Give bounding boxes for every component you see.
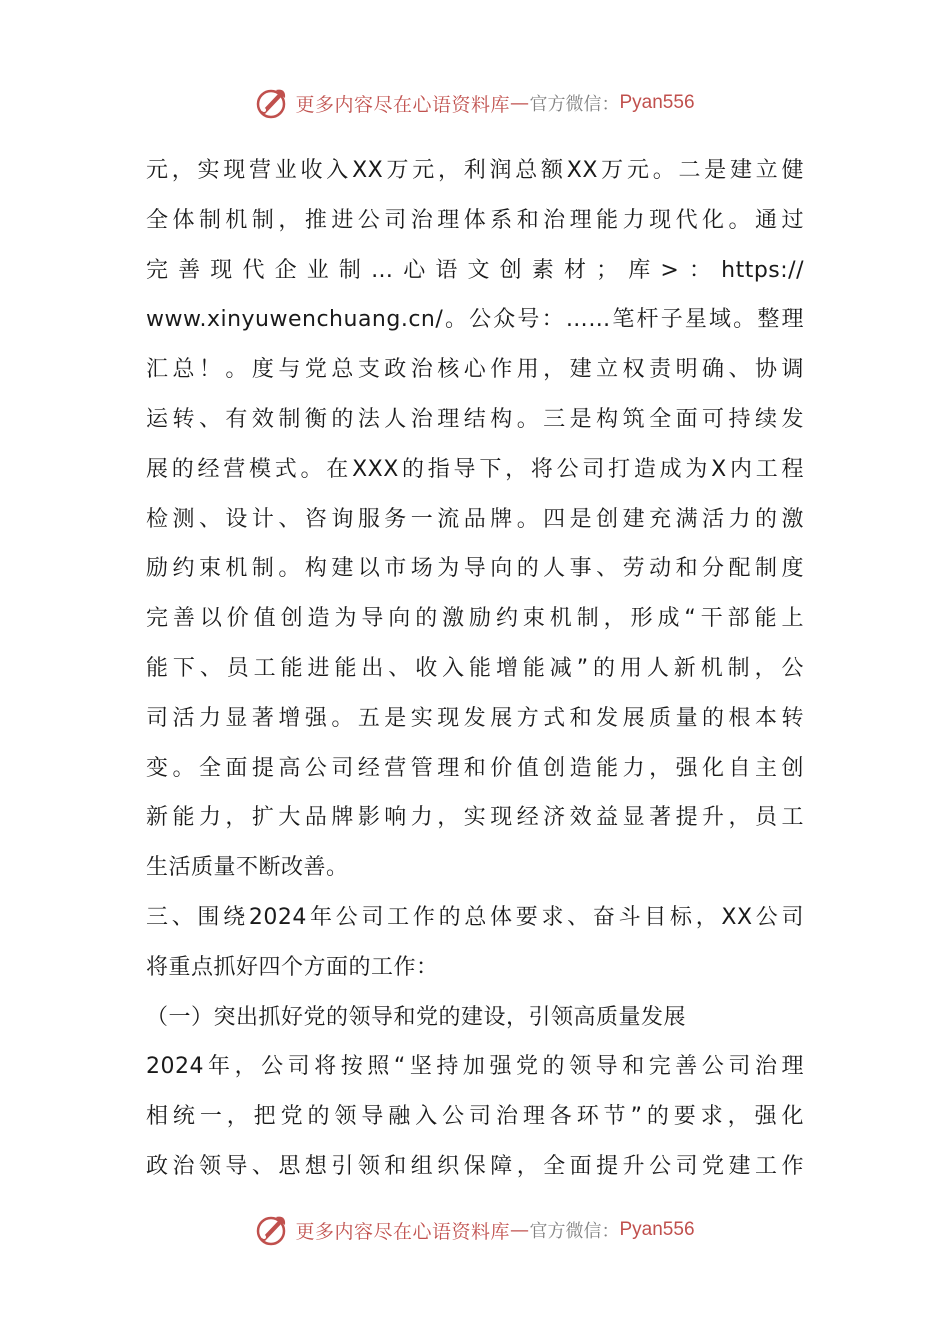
text-line: 将重点抓好四个方面的工作： [146, 954, 439, 980]
text-line: （一）突出抓好党的领导和党的建设，引领高质量发展 [146, 1004, 687, 1030]
text-line: www.xinyuwenchuang.cn/。公众号：……笔杆子星域。整理 [146, 307, 804, 333]
text-line: 2024年，公司将按照“坚持加强党的领导和完善公司治理 [146, 1054, 804, 1080]
document-body [146, 146, 804, 1192]
text-line: 生活质量不断改善。 [146, 855, 349, 881]
text-line: 司活力显著增强。五是实现发展方式和发展质量的根本转 [146, 705, 804, 731]
text-line: 检测、设计、咨询服务一流品牌。四是创建充满活力的激 [146, 506, 804, 532]
watermark-site-text: 更多内容尽在心语资料库 [295, 93, 510, 116]
text-line: 能下、员工能进能出、收入能增能减”的用人新机制，公 [146, 655, 804, 681]
text-line: 三、围绕2024年公司工作的总体要求、奋斗目标，XX公司 [146, 904, 804, 930]
footer-watermark [0, 1210, 950, 1250]
text-line: 展的经营模式。在XXX的指导下，将公司打造成为X内工程 [146, 456, 804, 482]
quill-logo-icon [255, 86, 289, 120]
text-line: 汇总！。度与党总支政治核心作用，建立权责明确、协调 [146, 357, 804, 383]
watermark-separator: — [510, 1219, 530, 1241]
quill-logo-icon [255, 1213, 289, 1247]
watermark-separator: — [510, 92, 530, 114]
text-line: 变。全面提高公司经营管理和价值创造能力，强化自主创 [146, 755, 804, 781]
watermark-site-text: 更多内容尽在心语资料库 [295, 1220, 510, 1243]
text-line: 相统一，把党的领导融入公司治理各环节”的要求，强化 [146, 1104, 804, 1130]
text-line: 政治领导、思想引领和组织保障，全面提升公司党建工作 [146, 1153, 804, 1179]
watermark-account: Pyan556 [619, 92, 695, 113]
watermark-label: 官方微信： [529, 94, 620, 115]
text-line: 全体制机制，推进公司治理体系和治理能力现代化。通过 [146, 207, 804, 233]
text-line: 运转、有效制衡的法人治理结构。三是构筑全面可持续发 [146, 406, 804, 432]
header-watermark [0, 83, 950, 123]
text-line: 完善以价值创造为导向的激励约束机制，形成“干部能上 [146, 606, 804, 632]
text-line: 新能力，扩大品牌影响力，实现经济效益显著提升，员工 [146, 805, 804, 831]
watermark-account: Pyan556 [619, 1219, 695, 1240]
watermark-label: 官方微信： [529, 1221, 620, 1242]
text-line: 完善现代企业制…心语文创素材；库>：https:// [146, 257, 804, 283]
text-line: 元，实现营业收入XX万元，利润总额XX万元。二是建立健 [146, 158, 804, 183]
text-line: 励约束机制。构建以市场为导向的人事、劳动和分配制度 [146, 556, 804, 582]
